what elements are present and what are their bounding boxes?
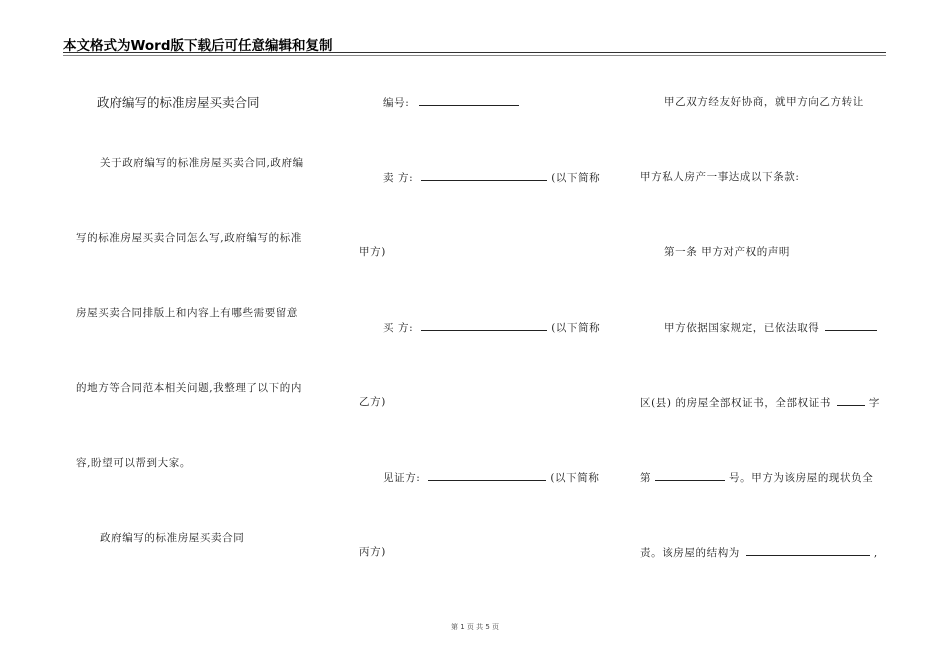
- clause-line-7: [640, 544, 878, 560]
- witness-label: 见证方:: [383, 472, 421, 484]
- subtitle-line: 政府编写的标准房屋买卖合同: [100, 532, 245, 544]
- article-one-heading: 第一条 甲方对产权的声明: [664, 246, 791, 258]
- header-rule-thin: [63, 55, 886, 56]
- seller-blank: [421, 169, 547, 181]
- structure-blank: [746, 544, 870, 556]
- clause-line-6-text: 号。甲方为该房屋的现状负全: [729, 472, 874, 484]
- buyer-blank: [421, 319, 547, 331]
- certificate-char: 字: [868, 397, 880, 409]
- clause-line-4-text: 甲方依据国家规定，已依法取得: [664, 322, 820, 334]
- number-blank: [419, 94, 519, 106]
- certificate-no-blank: [655, 469, 725, 481]
- clause-line-7-text: 责。该房屋的结构为: [640, 547, 740, 559]
- contract-title: 政府编写的标准房屋买卖合同: [97, 95, 260, 110]
- buyer-field: [383, 319, 600, 335]
- witness-blank: [428, 469, 546, 481]
- certificate-blank: [837, 394, 865, 406]
- buyer-label: 买 方:: [383, 322, 414, 334]
- clause-line-5-text: 区(县) 的房屋全部权证书，全部权证书: [640, 397, 831, 409]
- document-header: 本文格式为Word版下载后可任意编辑和复制: [63, 38, 333, 54]
- seller-label: 卖 方:: [383, 172, 414, 184]
- clause-line-2: 甲方私人房产一事达成以下条款:: [640, 171, 800, 183]
- witness-abbr: (以下简称: [550, 472, 600, 484]
- number-field: [383, 94, 519, 110]
- seller-abbr: (以下简称: [551, 172, 601, 184]
- clause-line-4: [664, 319, 877, 335]
- buyer-abbr: (以下简称: [551, 322, 601, 334]
- certificate-no-prefix: 第: [640, 472, 652, 484]
- intro-line-2: 写的标准房屋买卖合同怎么写,政府编写的标准: [76, 232, 302, 244]
- party-c-label: 丙方): [359, 546, 386, 558]
- witness-field: [383, 469, 599, 485]
- number-label: 编号:: [383, 97, 410, 109]
- intro-line-4: 的地方等合同范本相关问题,我整理了以下的内: [76, 382, 302, 394]
- intro-line-5: 容,盼望可以帮到大家。: [76, 457, 191, 469]
- clause-line-1: 甲乙双方经友好协商，就甲方向乙方转让: [664, 96, 864, 108]
- party-b-label: 乙方): [359, 396, 386, 408]
- intro-line-3: 房屋买卖合同排版上和内容上有哪些需要留意: [76, 307, 298, 319]
- clause-line-6: [640, 469, 873, 485]
- page-footer: 第 1 页 共 5 页: [450, 623, 500, 631]
- structure-comma: ,: [873, 547, 878, 559]
- header-rule: [63, 52, 886, 53]
- party-a-label: 甲方): [359, 246, 386, 258]
- property-blank: [825, 319, 877, 331]
- intro-line-1: 关于政府编写的标准房屋买卖合同,政府编: [100, 157, 304, 169]
- clause-line-5: [640, 394, 880, 410]
- seller-field: [383, 169, 600, 185]
